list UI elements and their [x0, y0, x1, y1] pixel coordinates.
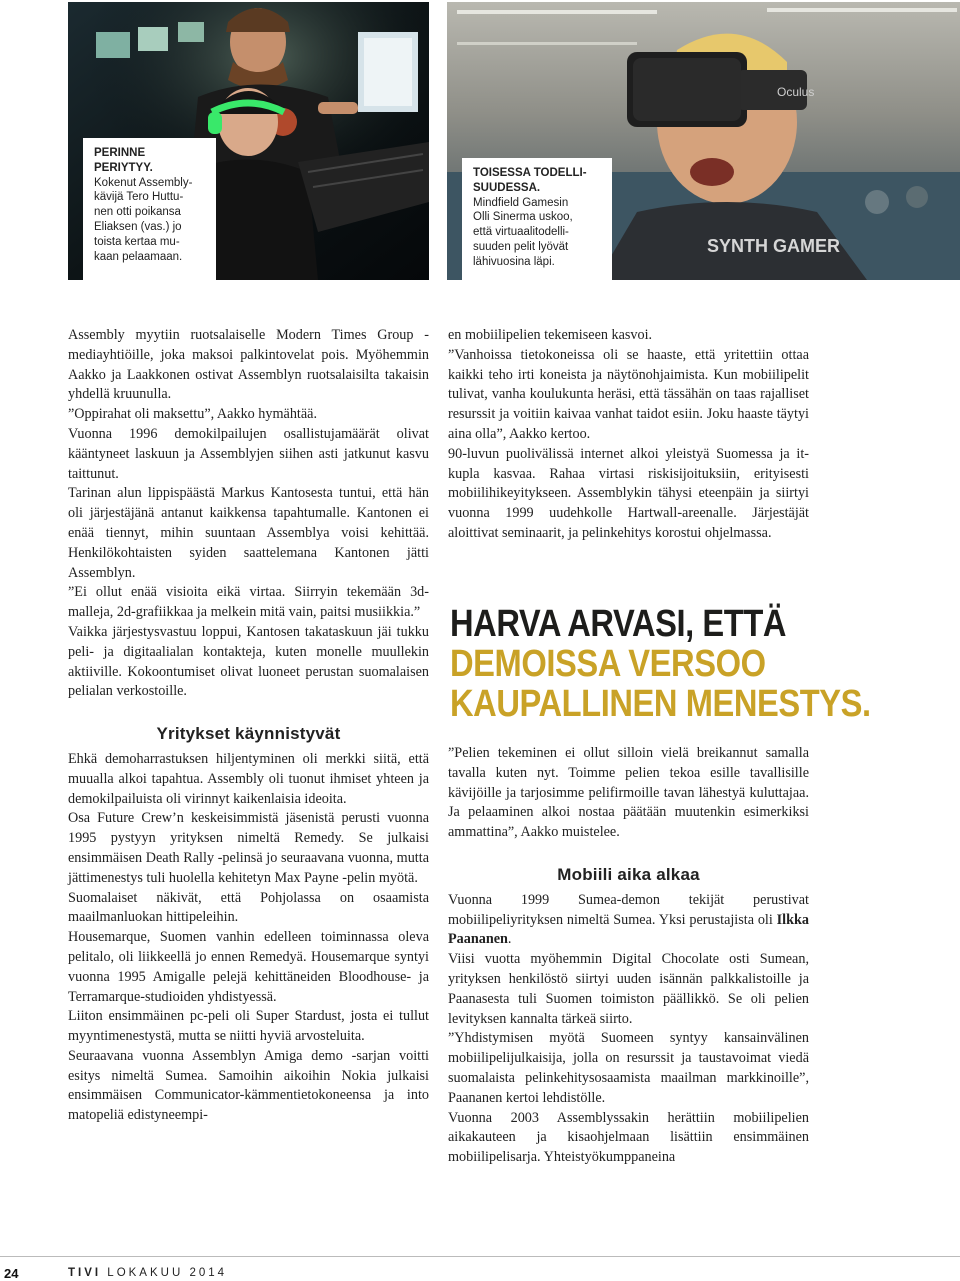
- pull-quote-part1: HARVA ARVASI, ETTÄ: [450, 603, 787, 645]
- article-column-right-bottom: [448, 744, 809, 1168]
- caption-line: nen otti poikansa: [94, 206, 181, 219]
- caption-head-line: TOISESSA TODELLI-: [473, 167, 587, 179]
- caption-line: kaan pelaamaan.: [94, 250, 183, 263]
- paragraph-tail: .: [507, 931, 512, 948]
- caption-line: Eliaksen (vas.) jo: [94, 220, 182, 233]
- footer-rule: [0, 1256, 960, 1257]
- caption-line: kävijä Tero Huttu-: [94, 191, 184, 204]
- paragraph: ”Ei ollut enää visioita eikä virtaa. Siirryin tekemään 3d-malleja, 2d-grafiikkaa ja melkein mitä vain, paitsi musiikkia.”: [68, 584, 429, 621]
- paragraph: ”Yhdistymisen myötä Suomeen syntyy kansainvälinen mobiilipelijulkaisija, jolla on resurssit ja taustavoimat viedä suomalaista pelinkehitysosaamista maailman markkinoille”, Paananen kertoi lehdistölle.: [448, 1030, 809, 1106]
- magazine-footer: [68, 1267, 227, 1279]
- headset-brand: Oculus: [777, 85, 815, 99]
- caption-line: että virtuaalitodelli-: [473, 226, 569, 239]
- pull-quote-dot: .: [862, 683, 871, 725]
- caption-line: Kokenut Assembly-: [94, 176, 193, 189]
- paragraph: [448, 891, 809, 950]
- caption-line: suuden pelit lyövät: [473, 240, 569, 253]
- paragraph: Housemarque, Suomen vanhin edelleen toiminnassa oleva pelitalo, oli liikkeellä jo ennen Remedyä. Housemarque syntyi vuonna 1995 Amigalle pelejä kehittäneiden Bloodhouse- ja Terramarque-studioiden yhdistyessä.: [68, 929, 429, 1005]
- caption-lan-party: [83, 138, 216, 280]
- paragraph: Vaikka järjestysvastuu loppui, Kantosen takataskuun jäi tukku peli- ja digitaalialan kontakteja, kuten monelle muullekin aktiiville. Kokoontumiset olivat luoneet perustan suomalaisen pelialan verkostoille.: [68, 623, 429, 700]
- person-name: Ilkka Paananen: [448, 911, 809, 948]
- paragraph: Vuonna 2003 Assemblyssakin herättiin mobiilipelien aikakauteen ja kisaohjelmaan lisättiin ensimmäinen mobiilipelisarja. Yhteistyökumppaneina: [448, 1109, 809, 1166]
- paragraph: Assembly myytiin ruotsalaiselle Modern Times Group -mediayhtiöille, joka maksoi palkintovelat pois. Myöhemmin Aakko ja Laakkonen ostivat Assemblyn ruotsalaisilta takaisin yhdellä kruunulla.: [68, 327, 429, 403]
- paragraph-lead: Vuonna 1999 Sumea-demon tekijät perustivat mobiilipeliyrityksen nimeltä Sumea. Yksi perustajista oli: [448, 891, 809, 928]
- page-number: 24: [4, 1266, 19, 1281]
- caption-line: toista kertaa mu-: [94, 235, 180, 248]
- paragraph: Viisi vuotta myöhemmin Digital Chocolate osti Sumean, yrityksen henkilöstö siirtyi uuden isännän palkkalistoille ja Paanasesta tuli Suomen toimiston päällikkö. Se oli pelien levityksen kannalta tärkeä siirto.: [448, 951, 809, 1027]
- paragraph: Vuonna 1996 demokilpailujen osallistujamäärät olivat kääntyneet laskuun ja Assemblyjen siihen asti jatkunut kasvu taittunut.: [68, 425, 429, 482]
- caption-head-line: SUUDESSA.: [473, 181, 541, 194]
- subheading-mobiili: Mobiili aika alkaa: [557, 864, 700, 884]
- pull-quote: [450, 604, 880, 724]
- caption-line: Mindfield Gamesin: [473, 196, 569, 209]
- article-column-right-top: [448, 326, 809, 544]
- caption-vr: [462, 158, 612, 280]
- subheading-yritykset: Yritykset käynnistyvät: [156, 724, 341, 744]
- paragraph: Seuraavana vuonna Assemblyn Amiga demo -sarjan voitti esitys nimeltä Sumea. Samoihin aikoihin Nokia julkaisi ensimmäisen Communicator-kämmentietokoneensa ja into matopeliä edistyneempi-: [68, 1047, 429, 1124]
- paragraph: Tarinan alun lippispäästä Markus Kantosesta tuntui, että hän oli järjestäjänä antanut kaikkensa tapahtumalle. Kantonen ei enää tiennyt, mihin suuntaan Assemblya voisi kehittää. Henkilökohtaisten syiden saattelemana Kantonen jätti Assemblyn.: [68, 485, 429, 581]
- article-column-left: [68, 326, 429, 1126]
- magazine-issue: LOKAKUU 2014: [107, 1267, 228, 1279]
- caption-line: Olli Sinerma uskoo,: [473, 211, 573, 224]
- paragraph: ”Vanhoissa tietokoneissa oli se haaste, että yritettiin ottaa kaikki teho irti koneista ja näytönohjaimista. Kun mobiilipelit tulivat, vanha koulukunta heräsi, että tässähän on taas rajalliset resurssit ja voitiin kaivaa vanhat taidot esiin. Joku haaste täytyi aina olla”, Aakko kertoo.: [448, 346, 809, 442]
- paragraph: ”Oppirahat oli maksettu”, Aakko hymähtää.: [68, 406, 317, 423]
- paragraph: Suomalaiset näkivät, että Pohjolassa on osaamista maailmanluokan hittipeleihin.: [68, 889, 429, 926]
- magazine-name: TIVI: [68, 1267, 102, 1279]
- paragraph: 90-luvun puolivälissä internet alkoi yleistyä Suomessa ja it-kupla kasvaa. Rahaa virtasi riskisijoituksiin, erityisesti mobiilihikeyitykseen. Assemblykin tähysi eteenpäin ja siirtyi vuonna 1999 uudehkolle Hartwall-areenalle. Järjestäjät aloittivat seminaarit, ja pelinkehitys korostui ohjelmassa.: [448, 445, 809, 541]
- paragraph: ”Pelien tekeminen ei ollut silloin vielä breikannut samalla tavalla kuten nyt. Toimme pelien tekoa esille tavallisille kävijöille ja tarjosimme pelifirmoille tavan lähestyä kuluttajaa. Ja pelaaminen alkoi nostaa päätään muutenkin esimerkiksi ammattina”, Aakko muistelee.: [448, 745, 809, 841]
- caption-line: lähivuosina läpi.: [473, 255, 555, 268]
- paragraph: en mobiilipelien tekemiseen kasvoi.: [448, 327, 653, 343]
- paragraph: Ehkä demoharrastuksen hiljentyminen oli merkki siitä, että muualla alkoi tapahtua. Assembly oli tuonut ihmiset yhteen ja demokilpailuista oli virinnyt kaikenlaisia ideoita.: [68, 750, 429, 807]
- caption-head: PERINNE PERIYTYY.: [94, 147, 153, 174]
- shirt-text: SYNTH GAMER: [707, 236, 841, 256]
- paragraph: Osa Future Crew’n keskeisimmistä jäsenistä perusti vuonna 1995 pystyyn yrityksen nimeltä Remedy. Se julkaisi ensimmäisen Death Rally -pelinsä jo seuraavana vuonna, mutta jättimenestys tuli huolella kehitetyn Max Payne -pelin myötä.: [68, 810, 429, 886]
- paragraph: Liiton ensimmäinen pc-peli oli Super Stardust, josta ei tullut myyntimenestystä, mutta se niitti hyviä arvosteluita.: [68, 1008, 429, 1045]
- pull-quote-highlight: DEMOISSA VERSOO KAUPALLINEN MENESTYS: [450, 643, 863, 725]
